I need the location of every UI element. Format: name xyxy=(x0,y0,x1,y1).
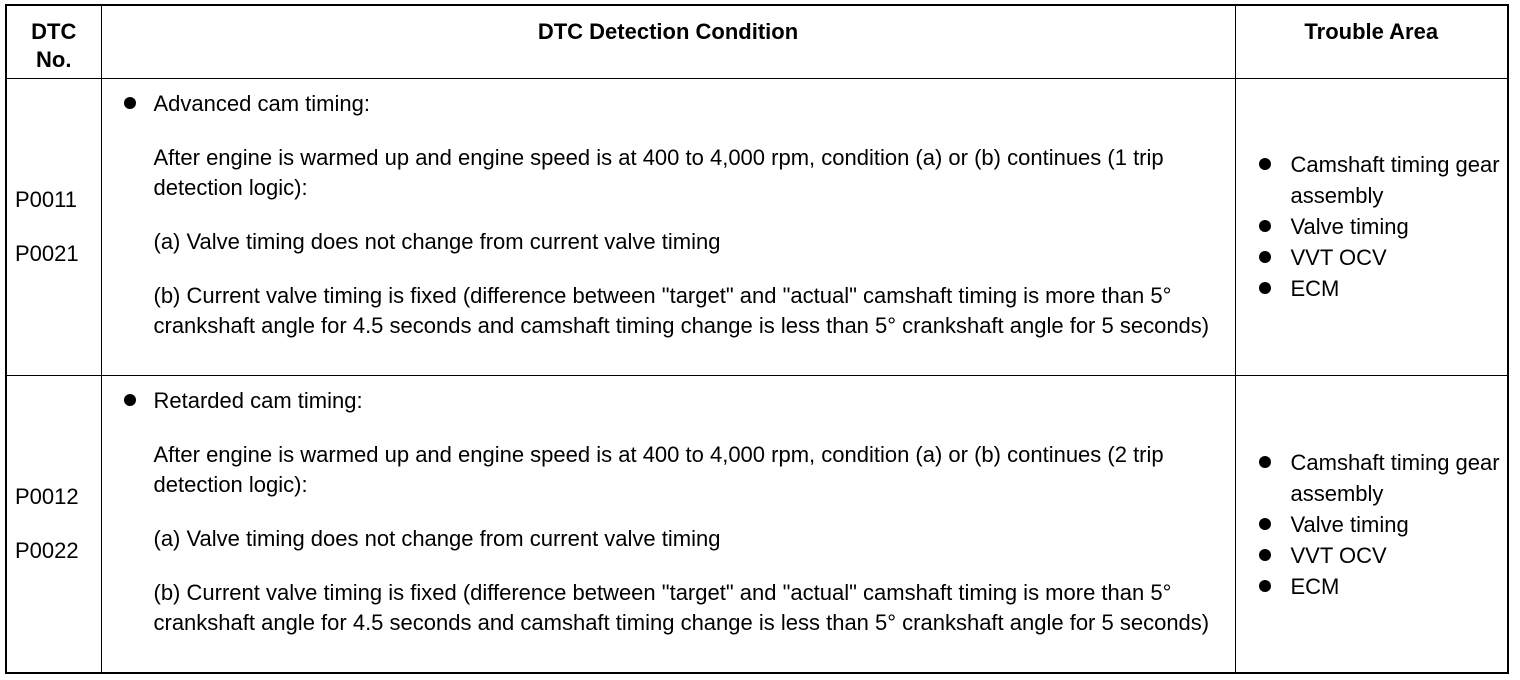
trouble-area-text: ECM xyxy=(1290,276,1340,302)
condition-paragraph: After engine is warmed up and engine speed is at 400 to 4,000 rpm, condition (a) or (b) continues (1 trip detection logic): xyxy=(153,144,1164,200)
bullet-dot-icon xyxy=(124,394,136,406)
condition-paragraph: (b) Current valve timing is fixed (difference between "target" and "actual" camshaft timing is more than 5° crankshaft angle for 4.5 seconds and camshaft timing change is less than 5° crankshaft angle for 5 seconds) xyxy=(153,580,1210,636)
dtc-code: P0012 xyxy=(15,484,79,510)
bullet-dot-icon xyxy=(1259,456,1271,468)
trouble-area-cell xyxy=(1235,376,1508,673)
trouble-area-text: ECM xyxy=(1290,573,1340,599)
trouble-area-list xyxy=(1256,447,1508,602)
dtc-code: P0022 xyxy=(15,538,79,564)
table-row xyxy=(6,376,1508,673)
dtc-codes-cell xyxy=(6,376,101,673)
header-condition: DTC Detection Condition xyxy=(101,5,1235,78)
header-dtc-no-line: DTC xyxy=(31,19,77,44)
detection-condition-cell xyxy=(101,78,1235,375)
bullet-dot-icon xyxy=(1259,158,1271,170)
bullet-dot-icon xyxy=(124,97,136,109)
condition-paragraph: (b) Current valve timing is fixed (difference between "target" and "actual" camshaft timing is more than 5° crankshaft angle for 4.5 seconds and camshaft timing change is less than 5° crankshaft angle for 5 seconds) xyxy=(153,282,1210,338)
condition-paragraph: After engine is warmed up and engine speed is at 400 to 4,000 rpm, condition (a) or (b) continues (2 trip detection logic): xyxy=(153,442,1164,498)
trouble-area-text: VVT OCV xyxy=(1290,245,1387,271)
condition-paragraph: (a) Valve timing does not change from current valve timing xyxy=(153,228,721,254)
bullet-dot-icon xyxy=(1259,518,1271,530)
list-item xyxy=(1256,242,1508,273)
bullet-dot-icon xyxy=(1259,282,1271,294)
trouble-area-text: Camshaft timing gear assembly xyxy=(1290,449,1500,506)
list-item xyxy=(1256,149,1508,211)
dtc-code: P0011 xyxy=(15,186,77,212)
condition-bullet xyxy=(102,386,1227,416)
list-item xyxy=(1256,447,1508,509)
list-item xyxy=(1256,571,1508,602)
header-dtc-no-line: No. xyxy=(36,47,72,72)
dtc-code: P0021 xyxy=(15,240,79,266)
header-trouble-area: Trouble Area xyxy=(1235,5,1508,78)
trouble-area-text: Valve timing xyxy=(1290,214,1409,240)
list-item xyxy=(1256,273,1508,304)
header-dtc-no xyxy=(6,5,101,78)
trouble-area-text: Valve timing xyxy=(1290,511,1409,537)
bullet-dot-icon xyxy=(1259,251,1271,263)
table-row xyxy=(6,78,1508,375)
bullet-dot-icon xyxy=(1259,580,1271,592)
trouble-area-cell xyxy=(1235,78,1508,375)
trouble-area-text: Camshaft timing gear assembly xyxy=(1290,152,1500,209)
condition-bullet xyxy=(102,89,1227,119)
dtc-table xyxy=(5,4,1509,674)
condition-bullet-text: Advanced cam timing: xyxy=(153,90,370,116)
list-item xyxy=(1256,509,1508,540)
bullet-dot-icon xyxy=(1259,220,1271,232)
trouble-area-list xyxy=(1256,149,1508,304)
condition-paragraph: (a) Valve timing does not change from current valve timing xyxy=(153,526,721,552)
condition-bullet-text: Retarded cam timing: xyxy=(153,388,363,414)
table-header-row xyxy=(6,5,1508,78)
detection-condition-cell xyxy=(101,376,1235,673)
trouble-area-text: VVT OCV xyxy=(1290,542,1387,568)
list-item xyxy=(1256,540,1508,571)
bullet-dot-icon xyxy=(1259,549,1271,561)
dtc-codes-cell xyxy=(6,78,101,375)
list-item xyxy=(1256,211,1508,242)
